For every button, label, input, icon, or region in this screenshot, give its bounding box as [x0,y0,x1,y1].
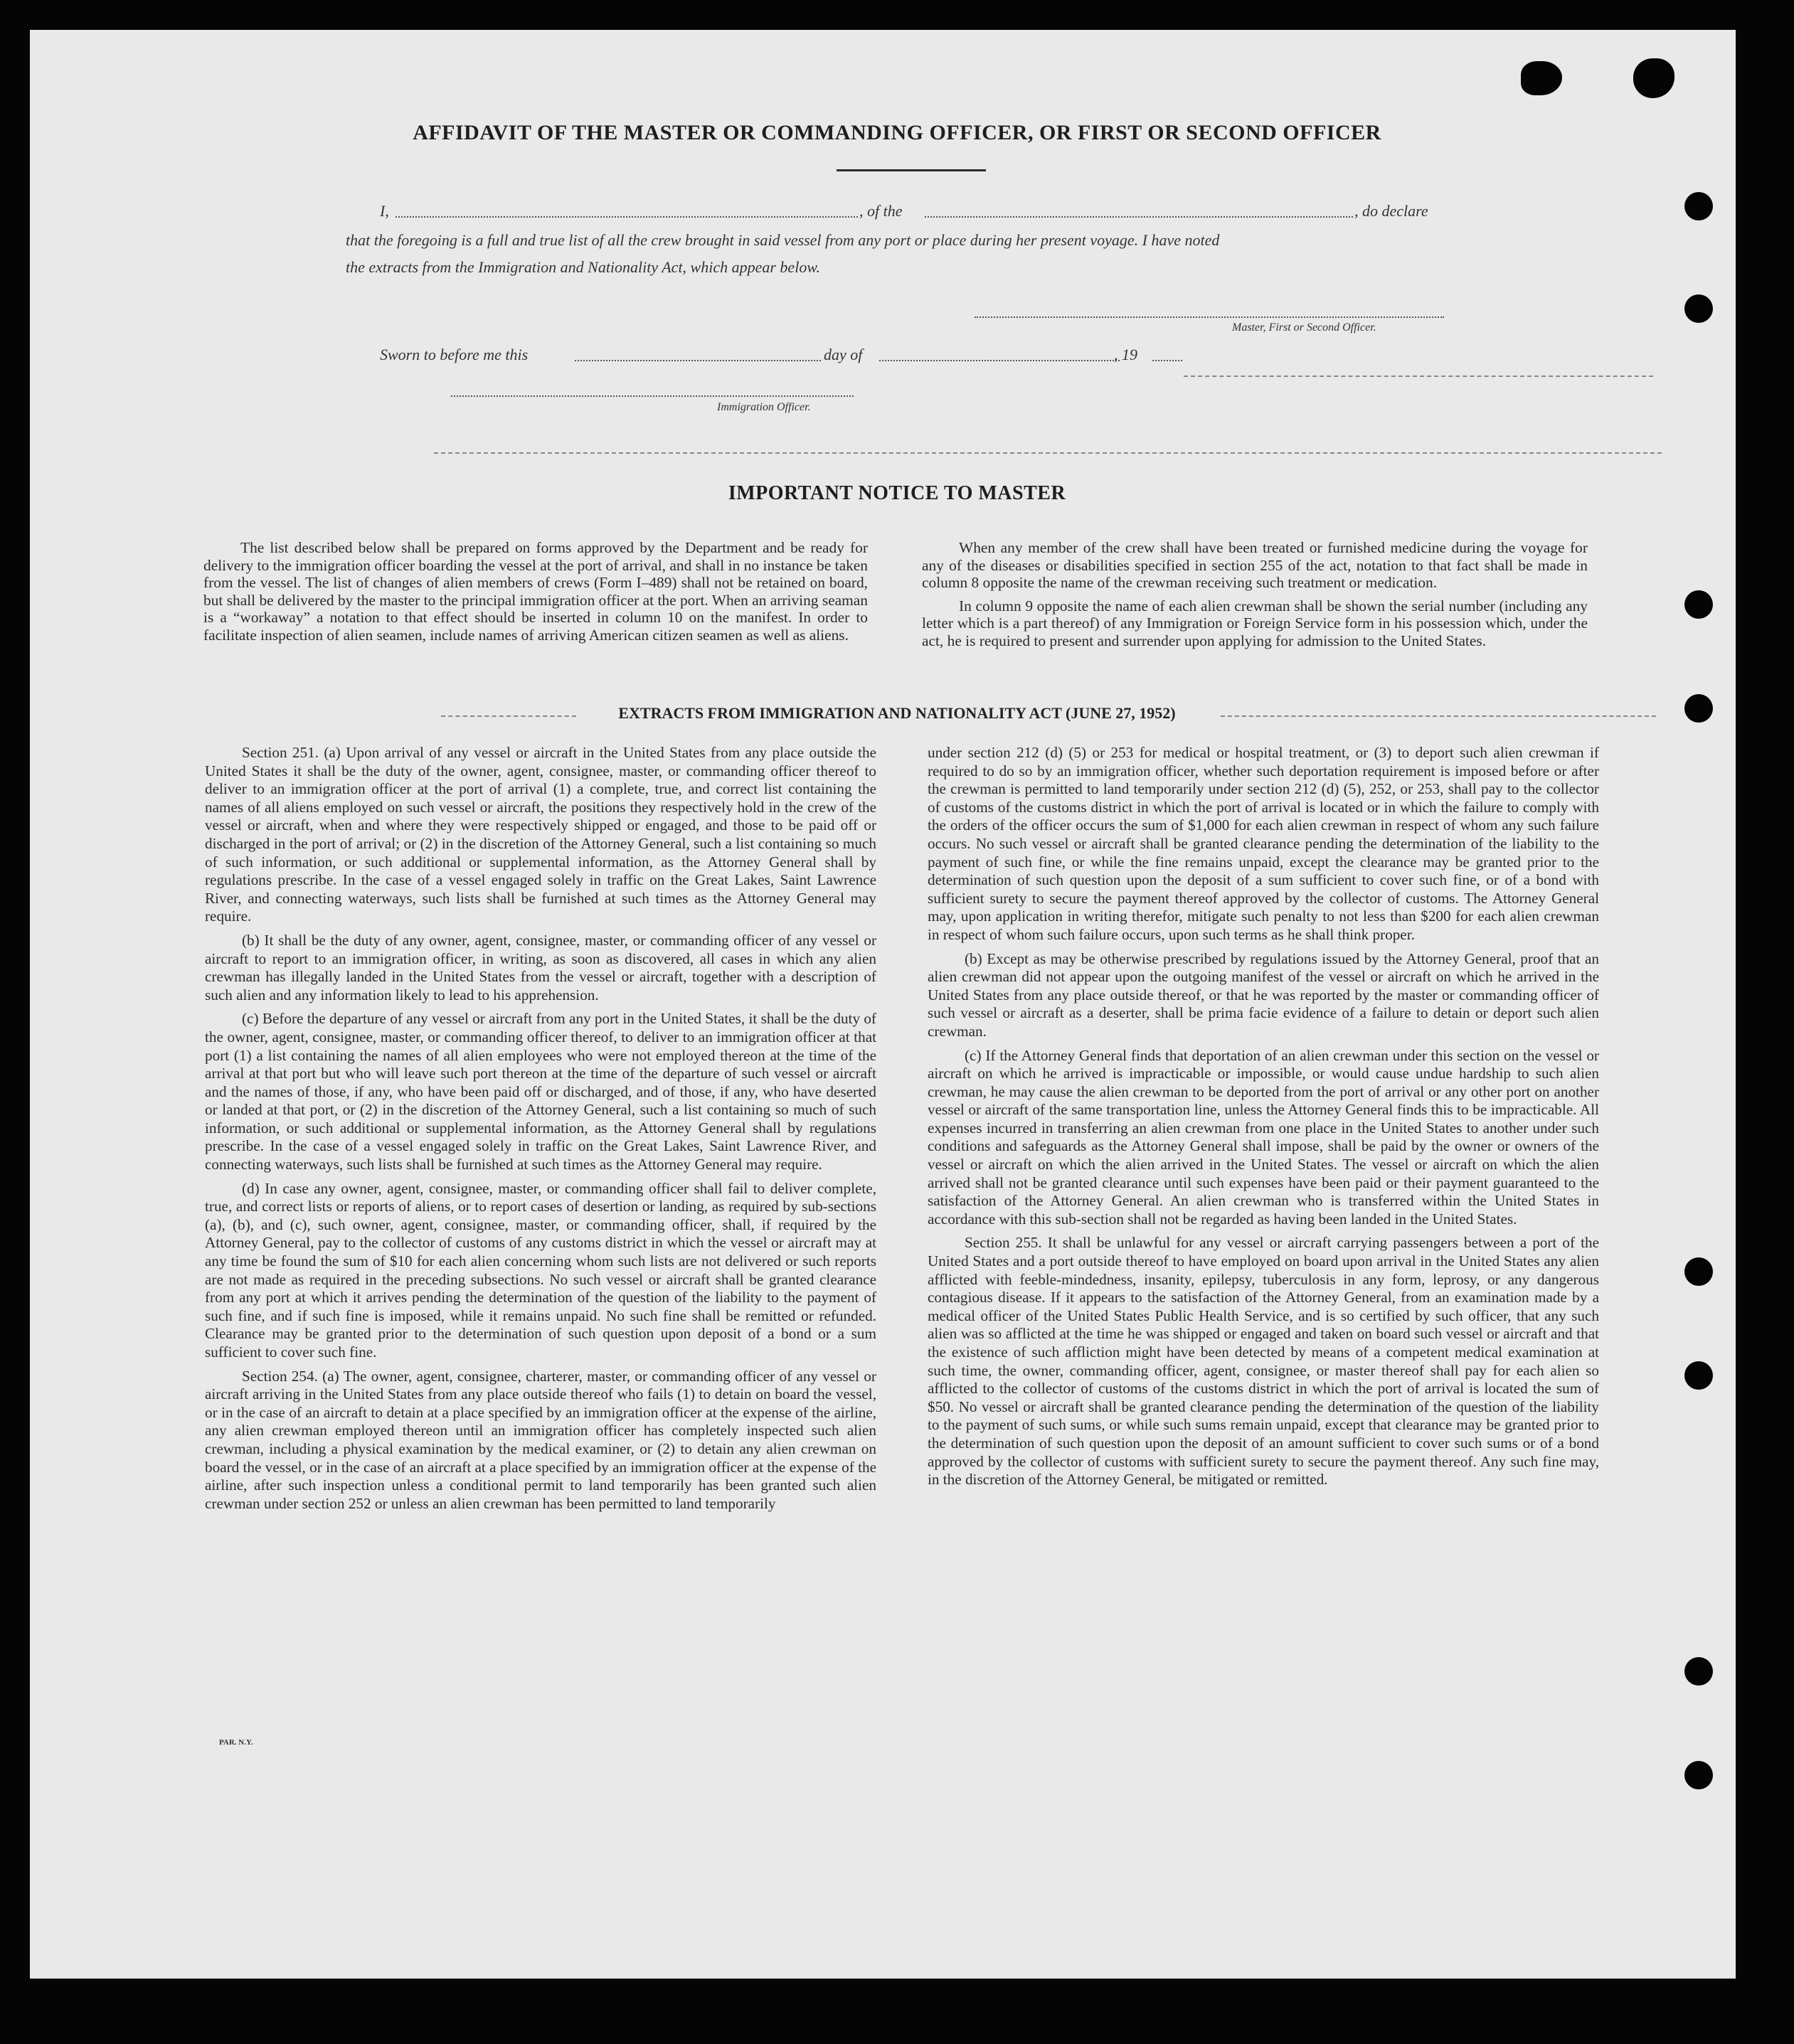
notice-right-column [922,539,1588,650]
sworn-label: Sworn to before me this [380,346,529,363]
punch-hole [1684,1657,1713,1686]
extracts-title: EXTRACTS FROM IMMIGRATION AND NATIONALITY ACT (JUNE 27, 1952) [618,704,1176,722]
notice-title: IMPORTANT NOTICE TO MASTER [728,482,1066,504]
sworn-day-field[interactable] [575,360,821,361]
master-signature-field[interactable] [975,316,1444,318]
extracts-right-column [928,744,1599,1489]
of-the-label: , of the [859,202,903,220]
day-of-label: day of [824,346,863,363]
punch-hole [1684,192,1713,220]
declare-label: , do declare [1354,202,1428,220]
section-251d: (d) In case any owner, agent, consignee, master, or commanding officer shall fail to deliver complete, true, and correct lists or reports of aliens, or to report cases of desertion or landing, as required by sub-sections (a), (b), and (c), such owner, agent, consignee, master, or commanding officer, shall, if required by the Attorney General, pay to the collector of customs of any customs district in which the vessel or aircraft may at any time be found the sum of $10 for each alien concerning whom such lists are not delivered or such reports are not made as required in the preceding subsections. No such vessel or aircraft shall be granted clearance from any port at which it arrives pending the determination of the question of the liability to the payment of such fine, and if such fine is imposed, while it remains unpaid. No such fine shall be remitted or refunded. Clearance may be granted prior to the determination of such question upon deposit of a bond or a sum sufficient to cover such fine. [205,1179,876,1361]
officer-signature-field[interactable] [451,395,854,397]
affidavit-i-label: I, [380,202,389,220]
officer-signature-label: Immigration Officer. [717,401,811,413]
extracts-rule-right [1221,715,1656,717]
notice-paragraph: The list described below shall be prepared on forms approved by the Department and be ready for delivery to the immigration officer boarding the vessel at the port of arrival, and shall in no instance be taken from the vessel. The list of changes of alien members of crews (Form I–489) shall not be retained on board, but shall be delivered by the master to the principal immigration officer at the port. When an arriving seaman is a “workaway” a notation to that effect should be inserted in column 10 on the manifest. In order to facilitate inspection of alien seamen, include names of arriving American citizen seamen as well as aliens. [203,539,868,644]
section-divider [434,452,1662,454]
notice-paragraph: When any member of the crew shall have been treated or furnished medicine during the voyage for any of the diseases or disabilities specified in section 255 of the act, notation to that fact shall be made in column 8 opposite the name of the crewman receiving such treatment or medication. [922,539,1588,592]
name-field[interactable] [396,216,858,218]
section-255: Section 255. It shall be unlawful for any vessel or aircraft carrying passengers between a port of the United States and a port outside thereof to have employed on board upon arrival in the United States any alien afflicted with feeble-mindedness, insanity, epilepsy, tuberculosis in any form, leprosy, or any dangerous contagious disease. If it appears to the satisfaction of the Attorney General, from an examination made by a medical officer of the United States Public Health Service, and is so certified by such officer, that any such alien was so afflicted at the time he was shipped or engaged and taken on board such vessel or aircraft and that the existence of such affliction might have been detected by means of a competent medical examination at such time, the owner, commanding officer, agent, consignee, or master thereof shall pay for each alien so afflicted to the collector of customs of the customs district in which the port of arrival is located the sum of $50. No vessel or aircraft shall be granted clearance pending the determination of the question of the liability to the payment of such sums, or while such sums remain unpaid, except that clearance may be granted prior to the determination of such question upon the deposit of an amount sufficient to cover such sums or of a bond approved by the collector of customs with sufficient surety to secure the payment thereof. Any such fine may, in the discretion of the Attorney General, be mitigated or remitted. [928,1234,1599,1489]
affidavit-title: AFFIDAVIT OF THE MASTER OR COMMANDING OFFICER, OR FIRST OR SECOND OFFICER [413,121,1381,144]
punch-hole [1684,294,1713,323]
printer-mark: PAR. N.Y. [219,1738,253,1747]
punch-hole [1684,590,1713,619]
separator-line [1184,376,1653,377]
section-254b: (b) Except as may be otherwise prescribed by regulations issued by the Attorney General, proof that an alien crewman did not appear upon the outgoing manifest of the vessel or aircraft on which he arrived in the United States from any place outside thereof, or that he was reported by the master or commanding officer of such vessel or aircraft as a deserter, shall be prima facie evidence of a failure to detain or deport such alien crewman. [928,949,1599,1040]
title-underline [837,169,986,171]
notice-left-column [203,539,868,644]
section-254a: Section 254. (a) The owner, agent, consignee, charterer, master, or commanding officer of any vessel or aircraft arriving in the United States from any place outside thereof who fails (1) to detain on board the vessel, or in the case of an aircraft to detain at a place specified by an immigration officer at the expense of the airline, any alien crewman employed thereon until an immigration officer has completely inspected such alien crewman, including a physical examination by the medical examiner, or (2) to detain any alien crewman on board the vessel, or in the case of an aircraft at a place specified by an immigration officer at the expense of the airline, after such inspection unless a conditional permit to land temporarily has been granted such alien crewman under section 252 or unless an alien crewman has been permitted to land temporarily [205,1367,876,1512]
extracts-left-column [205,744,876,1513]
punch-hole [1684,1761,1713,1789]
punch-hole [1684,1257,1713,1286]
sworn-year-field[interactable] [1152,360,1182,361]
section-254a-continued: under section 212 (d) (5) or 253 for medical or hospital treatment, or (3) to deport such alien crewman if required to do so by an immigration officer, whether such deportation requirement is imposed before or after the crewman is permitted to land temporarily under section 212 (d) (5), 252, or 253, shall pay to the collector of customs of the customs district in which the port of arrival is located or in which the failure to comply with the orders of the officer occurs the sum of $1,000 for each alien crewman in respect of whom any such failure occurs. No such vessel or aircraft shall be granted clearance pending the determination of the liability to the payment of such fine, or while the fine remains unpaid, except the clearance may be granted prior to the determination of such question upon the deposit of a sum sufficient to cover such fine, or of a bond with sufficient surety to secure the payment thereof approved by the collector of customs. The Attorney General may, upon application in writing therefor, mitigate such penalty to not less than $200 for each alien crewman in respect of whom such failure occurs, upon such terms as he shall think proper. [928,744,1599,943]
vessel-field[interactable] [925,216,1353,218]
affidavit-statement-line: the extracts from the Immigration and Nationality Act, which appear below. [346,258,820,276]
section-251b: (b) It shall be the duty of any owner, agent, consignee, master, or commanding officer of any vessel or aircraft to report to an immigration officer, in writing, as soon as discovered, all cases in which any alien crewman has illegally landed in the United States from the vessel or aircraft, together with a description of such alien and any information likely to lead to his apprehension. [205,931,876,1004]
notice-paragraph: In column 9 opposite the name of each alien crewman shall be shown the serial number (including any letter which is a part thereof) of any Immigration or Foreign Service form in his possession which, under the act, he is required to present and surrender upon applying for admission to the United States. [922,597,1588,649]
section-251c: (c) Before the departure of any vessel or aircraft from any port in the United States, it shall be the duty of the owner, agent, consignee, master, or commanding officer thereof, to deliver to an immigration officer at that port (1) a list containing the names of all alien employees who were not employed thereon at the time of the arrival at that port but who will leave such port thereon at the time of the departure of such vessel or aircraft and the names of those, if any, who have been paid off or discharged, and of those, if any, who have deserted or landed at that port, or (2) in the discretion of the Attorney General, such a list containing so much of such information, or such additional or supplemental information, as the Attorney General shall by regulations prescribe. In the case of a vessel engaged solely in traffic on the Great Lakes, Saint Lawrence River, and connecting waterways, such lists shall be furnished at such times as the Attorney General may require. [205,1010,876,1173]
section-251a: Section 251. (a) Upon arrival of any vessel or aircraft in the United States from any place outside the United States it shall be the duty of the owner, agent, consignee, master, or commanding officer thereof to deliver to an immigration officer at the port of arrival (1) a complete, true, and correct list containing the names of all aliens employed on such vessel or aircraft, the positions they respectively hold in the crew of the vessel or aircraft, when and where they were respectively shipped or engaged, and those to be paid off or discharged in the port of arrival; or (2) in the discretion of the Attorney General, such a list containing so much of such information, or such additional or supplemental information, as the Attorney General shall by regulations prescribe. In the case of a vessel engaged solely in traffic on the Great Lakes, Saint Lawrence River, and connecting waterways, such lists shall be furnished at such times as the Attorney General may require. [205,744,876,925]
year-label: , 19 [1114,346,1137,363]
section-254c: (c) If the Attorney General finds that deportation of an alien crewman under this section on the vessel or aircraft on which he arrived is impracticable or impossible, or would cause undue hardship to such alien crewman, he may cause the alien crewman to be deported from the port of arrival or any other port on another vessel or aircraft of the same transportation line, unless the Attorney General finds this to be impracticable. All expenses incurred in transferring an alien crewman from one place in the United States to another under such conditions and safeguards as the Attorney General shall impose, shall be paid by the owner or owners of the vessel or aircraft on which the alien arrived in the United States. The vessel or aircraft on which the alien arrived shall not be granted clearance until such expenses have been paid or their payment guaranteed to the satisfaction of the Attorney General. An alien crewman who is transferred within the United States in accordance with this sub-section shall not be regarded as having been landed in the United States. [928,1046,1599,1228]
affidavit-statement-line: that the foregoing is a full and true list of all the crew brought in said vessel from any port or place during her present voyage. I have noted [346,231,1220,249]
punch-hole [1684,1361,1713,1390]
sworn-month-field[interactable] [879,360,1120,361]
master-signature-label: Master, First or Second Officer. [1232,321,1376,334]
